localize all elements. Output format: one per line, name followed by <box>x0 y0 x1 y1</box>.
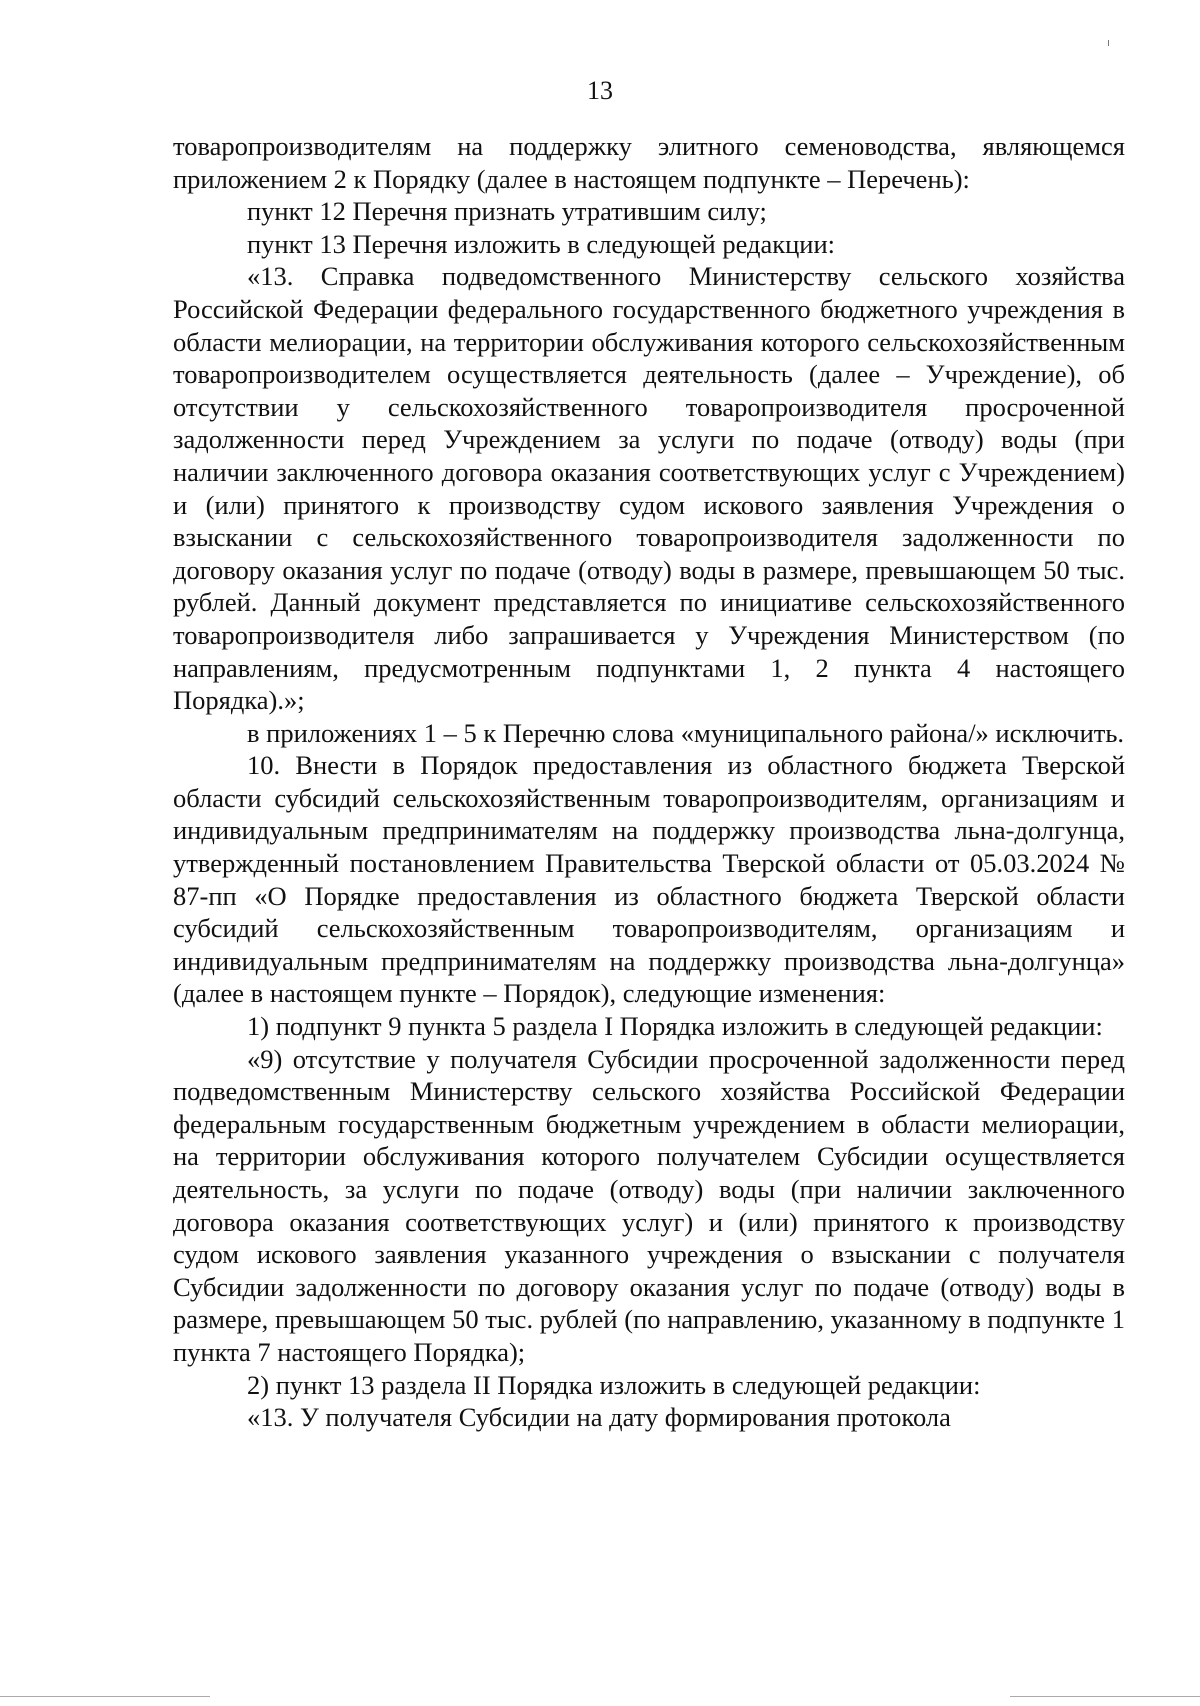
paragraph: пункт 12 Перечня признать утратившим силу; <box>247 196 767 227</box>
paragraph: 10. Внести в Порядок предоставления из областного бюджета Тверской области субсидий сельскохозяйственным товаропроизводителям, организациям и индивидуальным предпринимателям на поддержку производства льна-долгунца, утвержденный постановлением Правительства Тверской области от 05.03.2024 № 87-пп «О Порядке предоставления из областного бюджета Тверской области субсидий сельскохозяйственным товаропроизводителям, организациям и индивидуальным предпринимателям на поддержку производства льна-долгунца» (далее в настоящем пункте – Порядок), следующие изменения: <box>173 750 1125 1009</box>
page-number: 13 <box>587 76 613 105</box>
paragraph: в приложениях 1 – 5 к Перечню слова «муниципального района/» исключить. <box>247 717 1125 748</box>
paragraph: «13. Справка подведомственного Министерству сельского хозяйства Российской Федерации федерального государственного бюджетного учреждения в области мелиорации, на территории обслуживания которого сельскохозяйственным товаропроизводителем осуществляется деятельность (далее – Учреждение), об отсутствии у сельскохозяйственного товаропроизводителя просроченной задолженности перед Учреждением за услуги по подаче (отводу) воды (при наличии заключенного договора оказания соответствующих услуг с Учреждением) и (или) принятого к производству судом искового заявления Учреждения о взыскании с сельскохозяйственного товаропроизводителя задолженности по договору оказания услуг по подаче (отводу) воды в размере, превышающем 50 тыс. рублей. Данный документ представляется по инициативе сельскохозяйственного товаропроизводителя либо запрашивается у Учреждения Министерством (по направлениям, предусмотренным подпунктами 1, 2 пункта 4 настоящего Порядка).»; <box>173 261 1125 716</box>
document-body <box>173 130 1125 1434</box>
paragraph: пункт 13 Перечня изложить в следующей редакции: <box>247 228 836 259</box>
paragraph: «13. У получателя Субсидии на дату формирования протокола <box>247 1402 951 1433</box>
paragraph: «9) отсутствие у получателя Субсидии просроченной задолженности перед подведомственным Министерству сельского хозяйства Российской Федерации федеральным государственным бюджетным учреждением в области мелиорации, на территории обслуживания которого получателем Субсидии осуществляется деятельность, за услуги по подаче (отводу) воды (при наличии заключенного договора оказания соответствующих услуг) и (или) принятого к производству судом искового заявления указанного учреждения о взыскании с получателя Субсидии задолженности по договору оказания услуг по подаче (отводу) воды в размере, превышающем 50 тыс. рублей (по направлению, указанному в подпункте 1 пункта 7 настоящего Порядка); <box>173 1043 1125 1367</box>
paragraph: 2) пункт 13 раздела II Порядка изложить в следующей редакции: <box>247 1369 981 1400</box>
scan-edge-mark <box>1010 1696 1200 1697</box>
paragraph: 1) подпункт 9 пункта 5 раздела I Порядка изложить в следующей редакции: <box>247 1011 1103 1042</box>
paragraph: товаропроизводителям на поддержку элитного семеноводства, являющемся приложением 2 к Порядку (далее в настоящем подпункте – Перечень): <box>173 131 1125 194</box>
scan-edge-mark <box>0 1696 210 1697</box>
scan-edge-mark <box>1108 40 1109 46</box>
